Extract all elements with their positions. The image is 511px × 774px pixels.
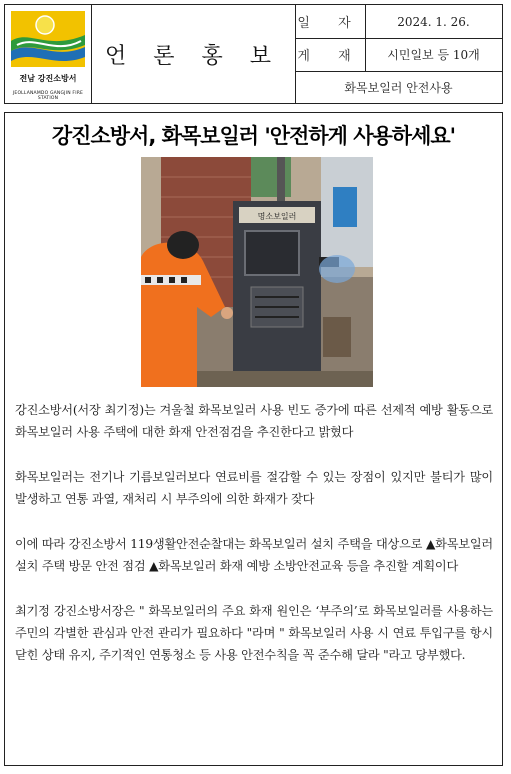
paragraph-1: 강진소방서(서장 최기정)는 겨울철 화목보일러 사용 빈도 증가에 따른 선제적 예방 활동으로 화목보일러 사용 주택에 대한 화재 안전점검을 추진한다고 밝혔다 [15, 403, 493, 439]
boiler-inspection-photo [141, 157, 373, 387]
paragraph-4: 최기정 강진소방서장은 " 화목보일러의 주요 화재 원인은 ‘부주의’로 화목보일러를 사용하는 주민의 각별한 관심과 안전 관리가 필요하다 "라며 " 화목보일러 사용 시 연료 투입구를 항시 닫힌 상태 유지, 주기적인 연통청소 등 사용 안전수칙을 꼭 준수해 달라 "라고 당부했다. [15, 604, 493, 662]
org-name-ko: 전남 강진소방서 [19, 74, 77, 83]
source-value: 시민일보 등 10개 [387, 48, 480, 62]
source-row [295, 38, 502, 72]
paragraph-3: 이에 따라 강진소방서 119생활안전순찰대는 화목보일러 설치 주택을 대상으로 ▲화목보일러 설치 주택 방문 안전 점검 ▲화목보일러 화재 예방 소방안전교육 등을 추진할 계획이다 [15, 537, 493, 573]
topic-cell: 화목보일러 안전사용 [344, 80, 453, 95]
article-box [4, 112, 503, 766]
meta-table [295, 5, 502, 103]
date-row [295, 5, 502, 39]
paragraph-2: 화목보일러는 전기나 기름보일러보다 연료비를 절감할 수 있는 장점이 있지만 불티가 많이 발생하고 연통 과열, 재처리 시 부주의에 의한 화재가 잦다 [15, 470, 493, 506]
logo-cell [5, 5, 92, 103]
boiler-brand-label: 명소보일러 [257, 212, 297, 221]
fire-station-logo [11, 11, 85, 67]
date-value: 2024. 1. 26. [397, 14, 470, 29]
doc-type-title: 언 론 홍 보 [91, 5, 296, 103]
org-name-en: JEOLLANAMDO GANGJIN FIRE STATION [12, 91, 84, 101]
press-header [4, 4, 503, 104]
date-label: 일 자 [295, 5, 366, 38]
source-label: 게 재 [295, 38, 366, 71]
article-headline: 강진소방서, 화목보일러 '안전하게 사용하세요' [51, 124, 456, 148]
article-body [15, 399, 493, 689]
